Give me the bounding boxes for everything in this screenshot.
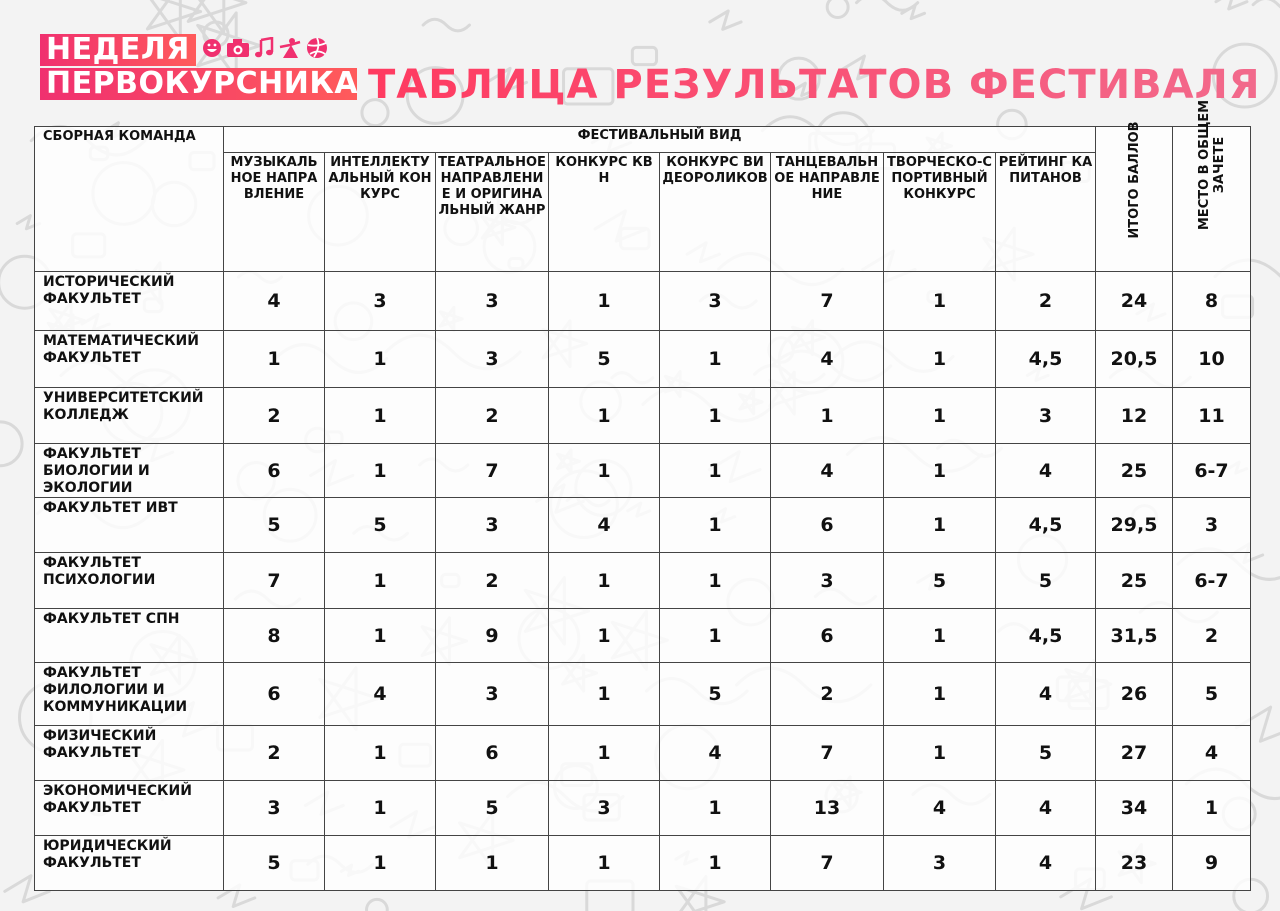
total-points-cell: 24	[1096, 272, 1173, 331]
score-cell: 7	[771, 726, 884, 781]
score-cell: 1	[884, 498, 996, 553]
score-cell: 1	[884, 444, 996, 498]
score-cell: 3	[660, 272, 771, 331]
total-points-cell: 12	[1096, 388, 1173, 444]
overall-place-cell: 6-7	[1173, 444, 1251, 498]
table-body	[35, 272, 1251, 891]
table-row	[35, 331, 1251, 388]
overall-place-cell: 10	[1173, 331, 1251, 388]
score-cell: 1	[325, 553, 436, 609]
score-cell: 5	[549, 331, 660, 388]
score-cell: 1	[884, 663, 996, 726]
table-row	[35, 444, 1251, 498]
score-cell: 2	[771, 663, 884, 726]
overall-place-cell: 4	[1173, 726, 1251, 781]
score-cell: 1	[660, 781, 771, 836]
total-points-header-text: ИТОГО БАЛЛОВ	[1127, 121, 1142, 239]
score-cell: 1	[884, 388, 996, 444]
team-name-cell: ФИЗИЧЕСКИЙ ФАКУЛЬТЕТ	[35, 726, 224, 781]
logo-icons	[202, 37, 328, 63]
page-title: ТАБЛИЦА РЕЗУЛЬТАТОВ ФЕСТИВАЛЯ	[368, 62, 1261, 108]
score-cell: 1	[549, 272, 660, 331]
score-cell: 1	[884, 726, 996, 781]
table-row	[35, 726, 1251, 781]
score-cell: 5	[884, 553, 996, 609]
score-cell: 1	[771, 388, 884, 444]
category-header: ТВОРЧЕСКО-СПОРТИВНЫЙ КОНКУРС	[884, 153, 996, 272]
score-cell: 3	[884, 836, 996, 891]
score-cell: 1	[325, 781, 436, 836]
table-row	[35, 553, 1251, 609]
overall-place-cell: 5	[1173, 663, 1251, 726]
festival-category-header: ФЕСТИВАЛЬНЫЙ ВИД	[224, 127, 1096, 153]
score-cell: 3	[771, 553, 884, 609]
score-cell: 4	[996, 836, 1096, 891]
score-cell: 4	[996, 781, 1096, 836]
team-name-cell: ИСТОРИЧЕСКИЙ ФАКУЛЬТЕТ	[35, 272, 224, 331]
score-cell: 4	[325, 663, 436, 726]
category-header: КОНКУРС ВИДЕОРОЛИКОВ	[660, 153, 771, 272]
score-cell: 2	[996, 272, 1096, 331]
volleyball-icon	[306, 37, 328, 63]
score-cell: 4	[771, 331, 884, 388]
score-cell: 1	[884, 609, 996, 663]
score-cell: 1	[660, 553, 771, 609]
score-cell: 1	[325, 388, 436, 444]
score-cell: 2	[436, 388, 549, 444]
doodle-shape	[367, 899, 388, 911]
total-points-cell: 20,5	[1096, 331, 1173, 388]
category-header: МУЗЫКАЛЬНОЕ НАПРАВЛЕНИЕ	[224, 153, 325, 272]
score-cell: 1	[660, 331, 771, 388]
score-cell: 7	[771, 272, 884, 331]
score-cell: 3	[325, 272, 436, 331]
score-cell: 1	[325, 726, 436, 781]
logo-line-1: НЕДЕЛЯ	[40, 34, 196, 66]
score-cell: 3	[549, 781, 660, 836]
score-cell: 6	[436, 726, 549, 781]
score-cell: 4,5	[996, 498, 1096, 553]
overall-place-cell: 3	[1173, 498, 1251, 553]
score-cell: 5	[660, 663, 771, 726]
team-name-cell: УНИВЕРСИТЕТСКИЙ КОЛЛЕДЖ	[35, 388, 224, 444]
score-cell: 1	[325, 836, 436, 891]
dancer-icon	[278, 37, 302, 63]
total-points-cell: 23	[1096, 836, 1173, 891]
table-header	[35, 99, 1251, 272]
score-cell: 7	[436, 444, 549, 498]
table-row	[35, 498, 1251, 553]
total-points-cell: 25	[1096, 444, 1173, 498]
category-header: ТЕАТРАЛЬНОЕ НАПРАВЛЕНИЕ И ОРИГИНАЛЬНЫЙ ЖАНР	[436, 153, 549, 272]
overall-place-cell: 8	[1173, 272, 1251, 331]
score-cell: 13	[771, 781, 884, 836]
table-row	[35, 836, 1251, 891]
score-cell: 6	[224, 663, 325, 726]
smile-icon	[202, 38, 222, 62]
score-cell: 1	[660, 609, 771, 663]
table-row	[35, 663, 1251, 726]
score-cell: 1	[660, 836, 771, 891]
total-points-cell: 34	[1096, 781, 1173, 836]
score-cell: 4	[660, 726, 771, 781]
score-cell: 3	[436, 663, 549, 726]
score-cell: 4	[884, 781, 996, 836]
score-cell: 1	[660, 444, 771, 498]
team-name-cell: ФАКУЛЬТЕТ ФИЛОЛОГИИ И КОММУНИКАЦИИ	[35, 663, 224, 726]
category-header: ТАНЦЕВАЛЬНОЕ НАПРАВЛЕНИЕ	[771, 153, 884, 272]
score-cell: 4	[996, 444, 1096, 498]
score-cell: 1	[436, 836, 549, 891]
score-cell: 2	[224, 726, 325, 781]
score-cell: 1	[224, 331, 325, 388]
event-logo	[40, 34, 357, 100]
category-header: РЕЙТИНГ КАПИТАНОВ	[996, 153, 1096, 272]
score-cell: 1	[549, 609, 660, 663]
score-cell: 1	[884, 331, 996, 388]
camera-icon	[226, 38, 250, 62]
score-cell: 1	[549, 836, 660, 891]
score-cell: 1	[325, 331, 436, 388]
score-cell: 4	[771, 444, 884, 498]
score-cell: 5	[436, 781, 549, 836]
overall-place-cell: 9	[1173, 836, 1251, 891]
score-cell: 1	[884, 272, 996, 331]
score-cell: 1	[325, 444, 436, 498]
score-cell: 4	[224, 272, 325, 331]
total-points-cell: 27	[1096, 726, 1173, 781]
category-header: КОНКУРС КВН	[549, 153, 660, 272]
score-cell: 1	[660, 388, 771, 444]
team-column-header: СБОРНАЯ КОМАНДА	[35, 127, 224, 272]
score-cell: 1	[549, 388, 660, 444]
table-row	[35, 609, 1251, 663]
score-cell: 5	[325, 498, 436, 553]
team-name-cell: ЮРИДИЧЕСКИЙ ФАКУЛЬТЕТ	[35, 836, 224, 891]
score-cell: 3	[436, 272, 549, 331]
overall-place-header	[1173, 99, 1251, 272]
score-cell: 4,5	[996, 609, 1096, 663]
score-cell: 6	[771, 609, 884, 663]
total-points-cell: 29,5	[1096, 498, 1173, 553]
total-points-header	[1096, 121, 1173, 272]
table-row	[35, 388, 1251, 444]
score-cell: 4	[996, 663, 1096, 726]
table-row	[35, 272, 1251, 331]
overall-place-cell: 1	[1173, 781, 1251, 836]
overall-place-cell: 11	[1173, 388, 1251, 444]
score-cell: 4,5	[996, 331, 1096, 388]
score-cell: 1	[549, 726, 660, 781]
score-cell: 5	[224, 498, 325, 553]
team-name-cell: ФАКУЛЬТЕТ ИВТ	[35, 498, 224, 553]
header	[0, 0, 1280, 120]
score-cell: 1	[549, 663, 660, 726]
score-cell: 1	[549, 444, 660, 498]
score-cell: 5	[224, 836, 325, 891]
doodle-shape	[0, 422, 22, 466]
score-cell: 3	[436, 498, 549, 553]
logo-line-2: ПЕРВОКУРСНИКА	[40, 68, 357, 100]
total-points-cell: 26	[1096, 663, 1173, 726]
score-cell: 6	[771, 498, 884, 553]
score-cell: 7	[771, 836, 884, 891]
team-name-cell: МАТЕМАТИЧЕСКИЙ ФАКУЛЬТЕТ	[35, 331, 224, 388]
score-cell: 3	[996, 388, 1096, 444]
score-cell: 1	[325, 609, 436, 663]
score-cell: 5	[996, 726, 1096, 781]
total-points-cell: 25	[1096, 553, 1173, 609]
team-name-cell: ФАКУЛЬТЕТ БИОЛОГИИ И ЭКОЛОГИИ	[35, 444, 224, 498]
overall-place-header-text: МЕСТО В ОБЩЕМ ЗАЧЕТЕ	[1196, 99, 1227, 231]
score-cell: 2	[224, 388, 325, 444]
table-row	[35, 781, 1251, 836]
score-cell: 3	[224, 781, 325, 836]
team-name-cell: ФАКУЛЬТЕТ ПСИХОЛОГИИ	[35, 553, 224, 609]
music-note-icon	[254, 37, 274, 63]
score-cell: 7	[224, 553, 325, 609]
total-points-cell: 31,5	[1096, 609, 1173, 663]
score-cell: 9	[436, 609, 549, 663]
score-cell: 4	[549, 498, 660, 553]
score-cell: 8	[224, 609, 325, 663]
overall-place-cell: 6-7	[1173, 553, 1251, 609]
category-header: ИНТЕЛЛЕКТУАЛЬНЫЙ КОНКУРС	[325, 153, 436, 272]
score-cell: 6	[224, 444, 325, 498]
score-cell: 1	[549, 553, 660, 609]
team-name-cell: ЭКОНОМИЧЕСКИЙ ФАКУЛЬТЕТ	[35, 781, 224, 836]
score-cell: 5	[996, 553, 1096, 609]
team-name-cell: ФАКУЛЬТЕТ СПН	[35, 609, 224, 663]
score-cell: 1	[660, 498, 771, 553]
results-table	[34, 99, 1251, 891]
score-cell: 3	[436, 331, 549, 388]
score-cell: 2	[436, 553, 549, 609]
overall-place-cell: 2	[1173, 609, 1251, 663]
